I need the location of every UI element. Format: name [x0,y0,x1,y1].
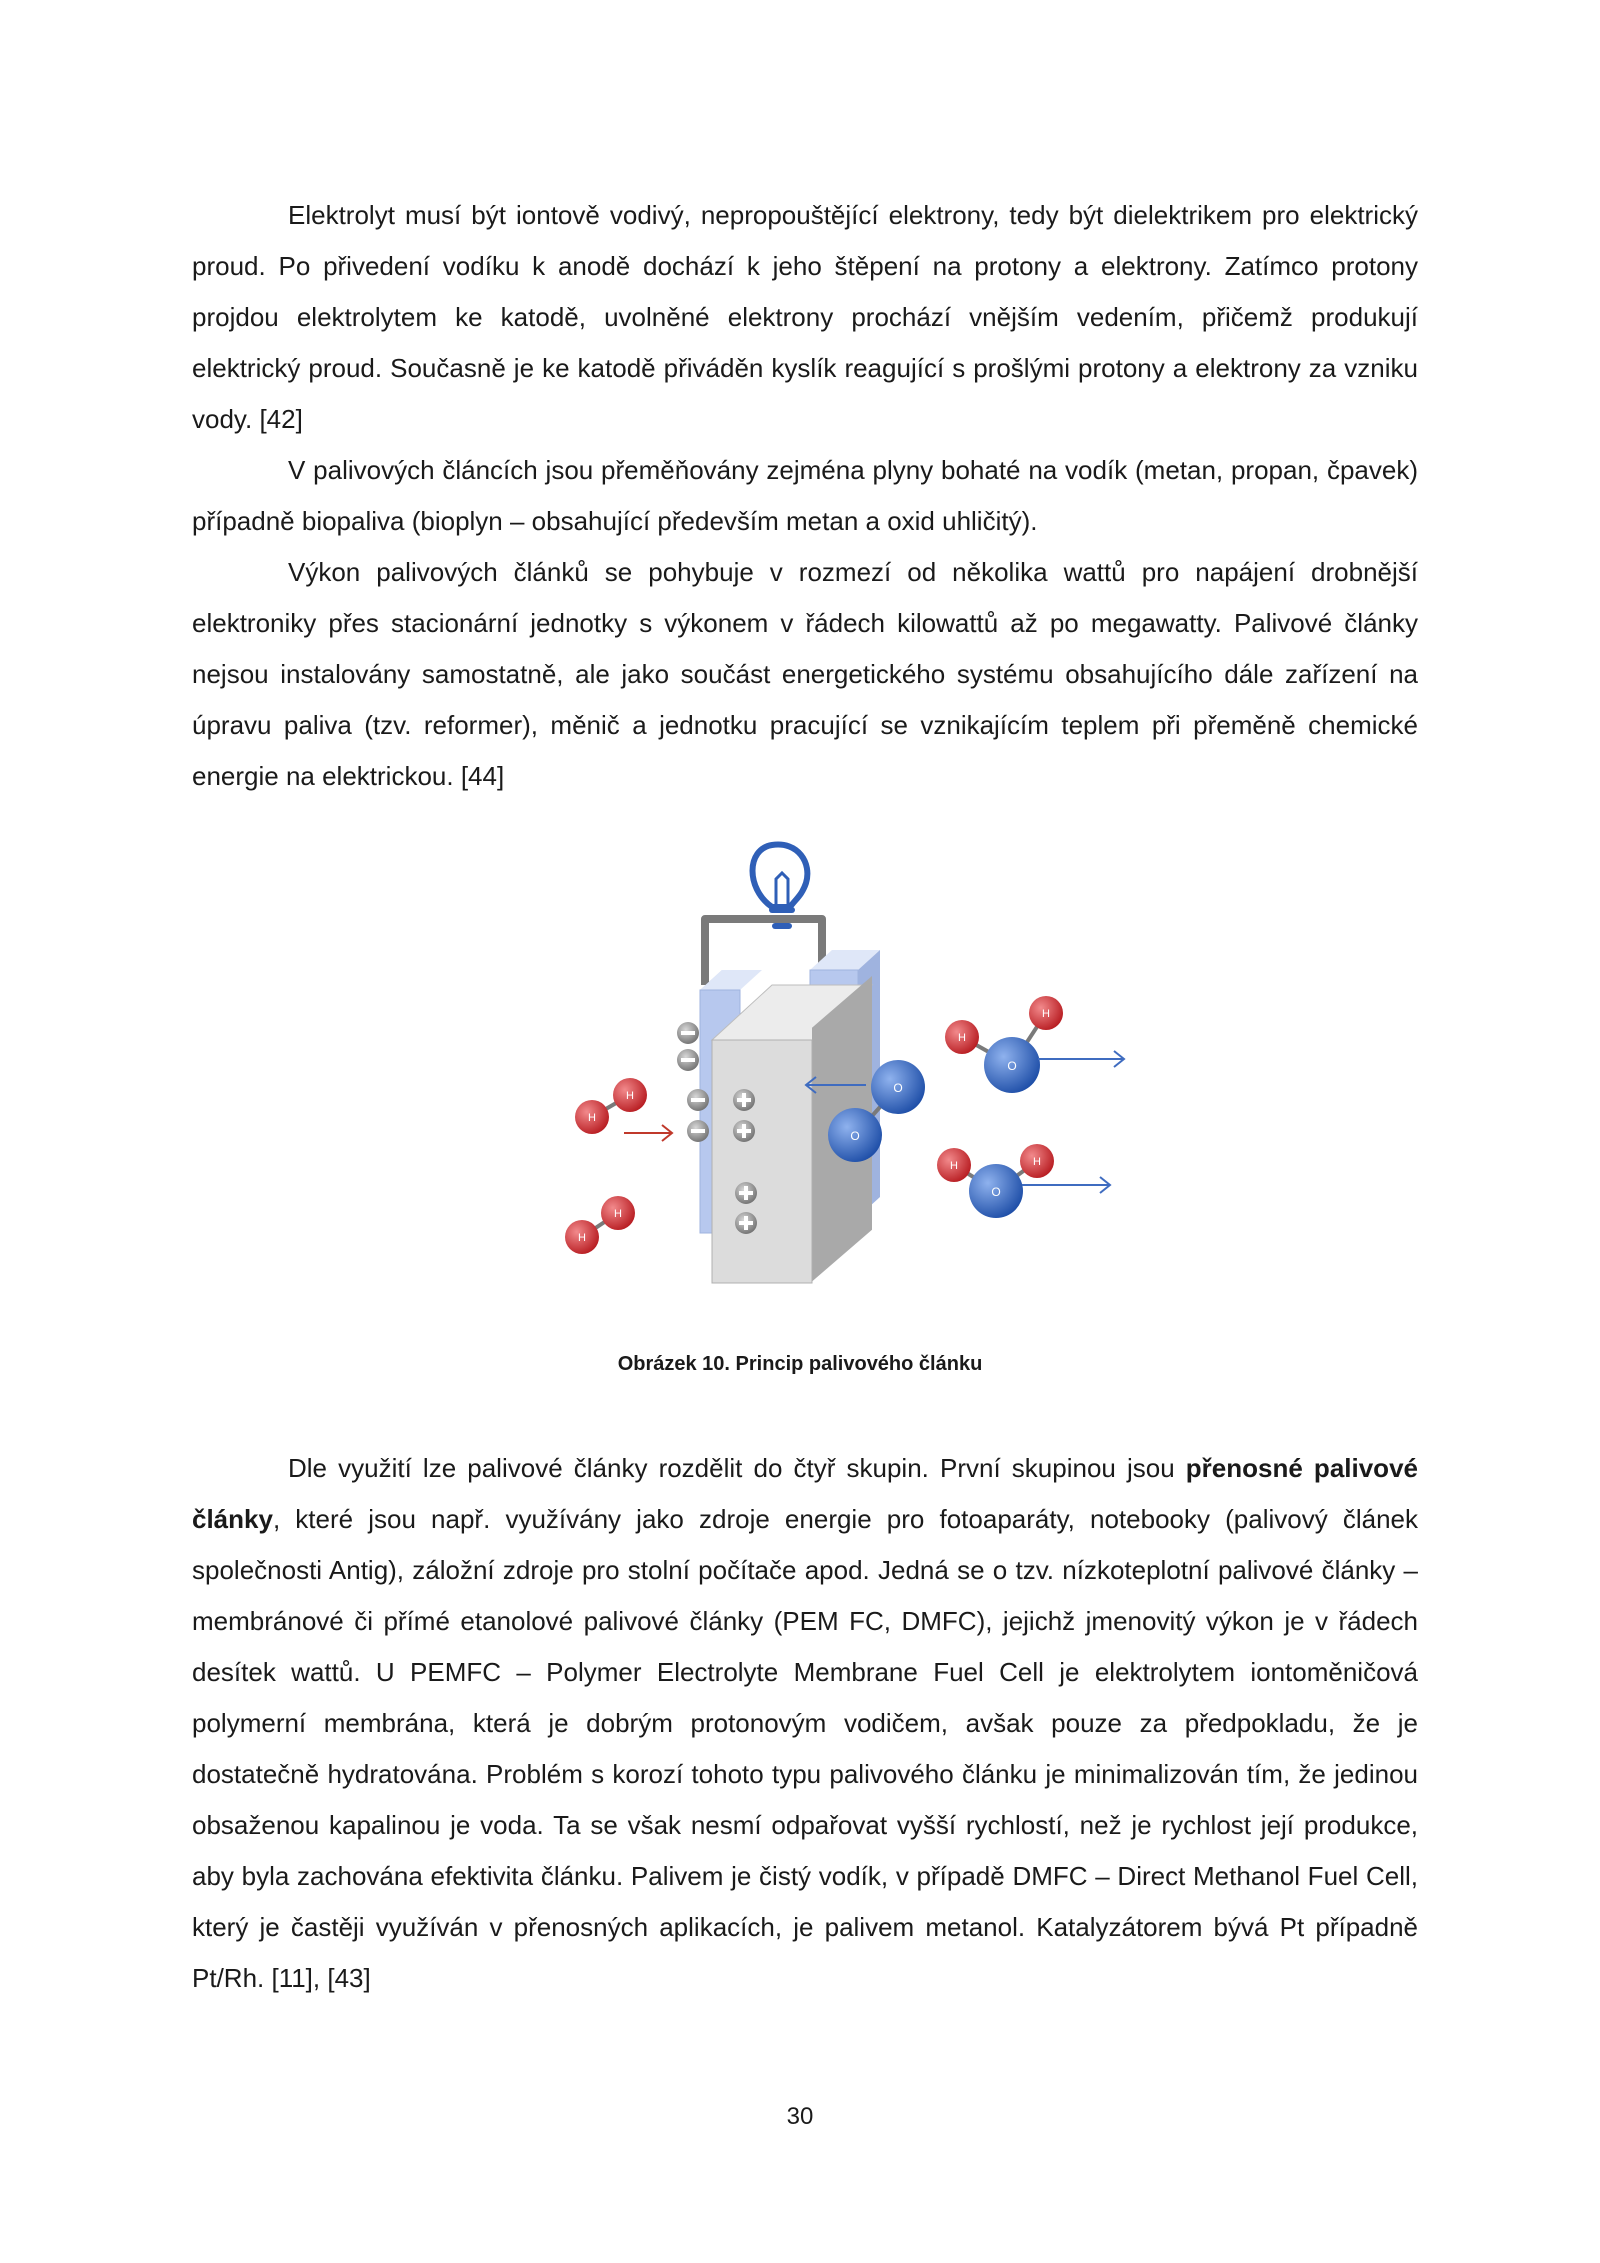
body-text-top [192,190,1418,802]
emphasis-portable-cells: přenosné palivové články [192,1453,1418,1534]
paragraph-lead: Dle využití lze palivové články rozdělit do čtyř skupin. První skupinou jsou [288,1453,1186,1483]
svg-text:O: O [991,1185,1001,1199]
fuel-cell-diagram [550,835,1150,1305]
paragraph-electrolyte: Elektrolyt musí být iontově vodivý, nepropouštějící elektrony, tedy být dielektrikem pro elektrický proud. Po přivedení vodíku k anodě dochází k jeho štěpení na protony a elektrony. Zatímco protony projdou elektrolytem ke katodě, uvolněné elektrony prochází vnějším vedením, přičemž produkují elektrický proud. Současně je ke katodě přiváděn kyslík reagující s prošlými protony a elektrony za vzniku vody. [42] [192,200,1418,434]
page-number: 30 [786,2103,814,2130]
paragraph-fuels: V palivových článcích jsou přeměňovány zejména plyny bohaté na vodík (metan, propan, čpavek) případně biopaliva (bioplyn – obsahující především metan a oxid uhličitý). [192,455,1418,536]
paragraph-power: Výkon palivových článků se pohybuje v rozmezí od několika wattů pro napájení drobnější elektroniky přes stacionární jednotky s výkonem v řádech kilowattů až po megawatty. Palivové články nejsou instalovány samostatně, ale jako součást energetického systému obsahujícího dále zařízení na úpravu paliva (tzv. reformer), měnič a jednotku pracující se vznikajícím teplem při přeměně chemické energie na elektrickou. [44] [192,557,1418,791]
arrow-out-icon [1022,1177,1110,1193]
svg-text:H: H [1042,1008,1050,1020]
water-molecule-out [945,996,1063,1093]
svg-text:H: H [950,1160,958,1172]
water-molecule-out [937,1144,1054,1218]
svg-text:O: O [893,1081,903,1095]
svg-text:H: H [1033,1156,1041,1168]
arrow-out-icon [1038,1051,1124,1067]
svg-text:H: H [588,1112,596,1124]
hydrogen-molecule-in [565,1196,635,1254]
svg-text:H: H [626,1090,634,1102]
svg-text:H: H [578,1232,586,1244]
svg-text:O: O [850,1129,860,1143]
hydrogen-molecule-in [575,1078,647,1134]
svg-text:H: H [958,1032,966,1044]
figure-caption: Obrázek 10. Princip palivového článku [617,1353,983,1375]
paragraph-portable-cells [192,1443,1418,2004]
svg-text:H: H [614,1208,622,1220]
svg-text:O: O [1007,1059,1017,1073]
paragraph-rest: , které jsou např. využívány jako zdroje energie pro fotoaparáty, notebooky (palivový článek společnosti Antig), záložní zdroje pro stolní počítače apod. Jedná se o tzv. nízkoteplotní palivové články – membránové či přímé etanolové palivové články (PEM FC, DMFC), jejichž jmenovitý výkon je v řádech desítek wattů. U PEMFC – Polymer Electrolyte Membrane Fuel Cell je elektrolytem iontoměničová polymerní membrána, která je dobrým protonovým vodičem, avšak pouze za předpokladu, že je dostatečně hydratována. Problém s korozí tohoto typu palivového článku je minimalizován tím, že jedinou obsaženou kapalinou je voda. Ta se však nesmí odpařovat vyšší rychlostí, než je rychlost její produkce, aby byla zachována efektivita článku. Palivem je čistý vodík, v případě DMFC – Direct Methanol Fuel Cell, který je častěji využíván v přenosných aplikacích, je palivem metanol. Katalyzátorem bývá Pt případně Pt/Rh. [11], [43] [192,1504,1418,1993]
arrow-in-icon [624,1125,672,1141]
fuel-cell-figure [550,835,1150,1305]
body-text-bottom [192,1443,1418,2004]
